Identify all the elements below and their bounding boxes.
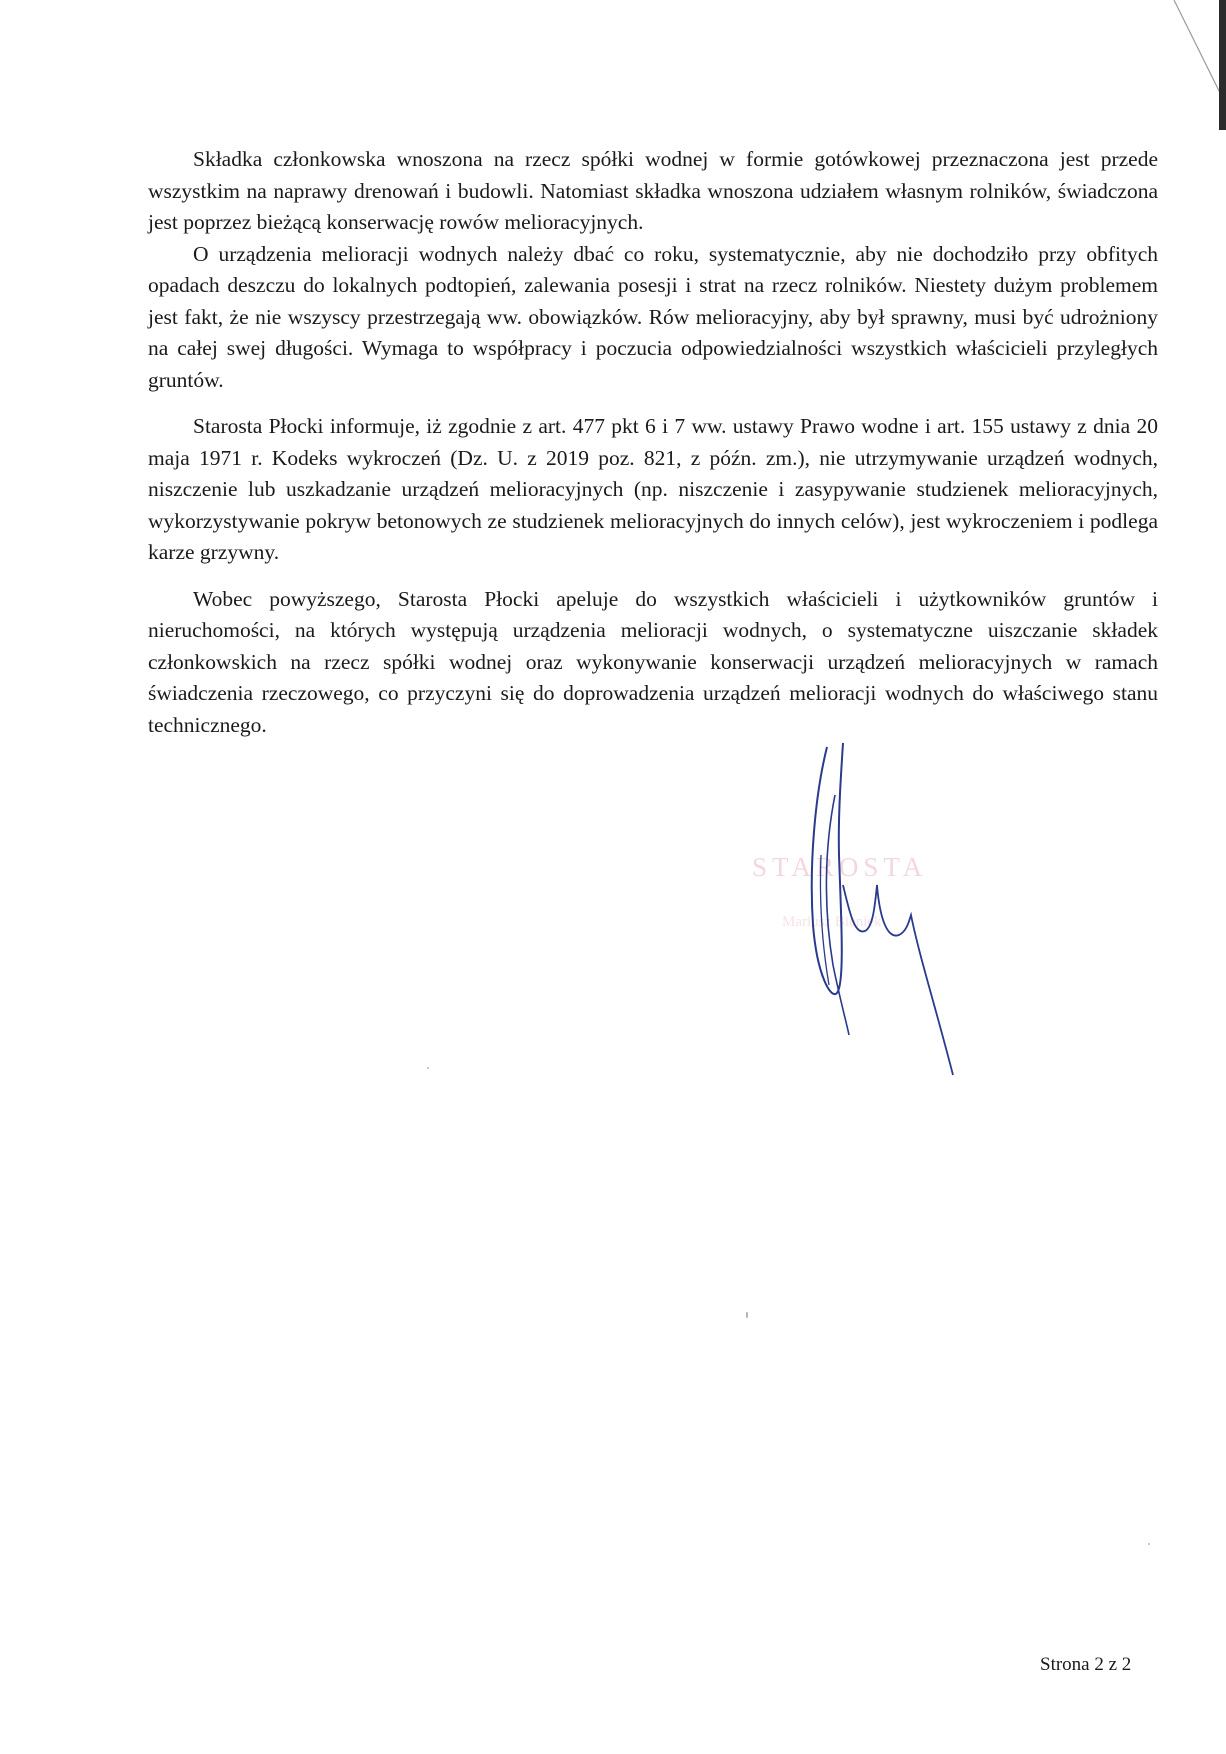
handwritten-signature <box>795 735 985 1095</box>
paragraph-maintenance: O urządzenia melioracji wodnych należy dbać co roku, systematycznie, aby nie dochodziło przy obfitych opadach deszczu do lokalnych podtopień, zalewania posesji i strat na rzecz rolników. Niestety dużym problemem jest fakt, że nie wszyscy przestrzegają ww. obowiązków. Rów melioracyjny, aby był sprawny, musi być udrożniony na całej swej długości. Wymaga to współpracy i poczucia odpowiedzialności wszystkich właścicieli przyległych gruntów. <box>148 241 1158 392</box>
page-corner-fold <box>1156 0 1226 130</box>
paragraph-membership-fee: Składka członkowska wnoszona na rzecz spółki wodnej w formie gotówkowej przeznaczona jest przede wszystkim na naprawy drenowań i budowli. Natomiast składka wnoszona udziałem własnym rolników, świadczona jest poprzez bieżącą konserwację rowów melioracyjnych. <box>148 147 1158 234</box>
letter-body <box>148 144 1158 741</box>
stamp-name: Mariusz Bieniek <box>782 914 882 930</box>
stamp-title: STAROSTA <box>752 852 928 882</box>
page-number: Strona 2 z 2 <box>1040 1654 1132 1675</box>
paragraph-legal-notice: Starosta Płocki informuje, iż zgodnie z art. 477 pkt 6 i 7 ww. ustawy Prawo wodne i art. 155 ustawy z dnia 20 maja 1971 r. Kodeks wykroczeń (Dz. U. z 2019 poz. 821, z późn. zm.), nie utrzymywanie urządzeń wodnych, niszczenie lub uszkadzanie urządzeń melioracyjnych (np. niszczenie i zasypywanie studzienek melioracyjnych, wykorzystywanie pokryw betonowych ze studzienek melioracyjnych do innych celów), jest wykroczeniem i podlega karze grzywny. <box>148 414 1158 564</box>
paragraph-appeal: Wobec powyższego, Starosta Płocki apeluje do wszystkich właścicieli i użytkowników gruntów i nieruchomości, na których występują urządzenia melioracji wodnych, o systematyczne uiszczanie składek członkowskich na rzecz spółki wodnej oraz wykonywanie konserwacji urządzeń melioracyjnych w ramach świadczenia rzeczowego, co przyczyni się do doprowadzenia urządzeń melioracji wodnych do właściwego stanu technicznego. <box>148 586 1158 737</box>
scan-speck <box>746 1312 748 1318</box>
scan-speck <box>427 1067 429 1069</box>
scan-speck <box>1148 1543 1150 1545</box>
